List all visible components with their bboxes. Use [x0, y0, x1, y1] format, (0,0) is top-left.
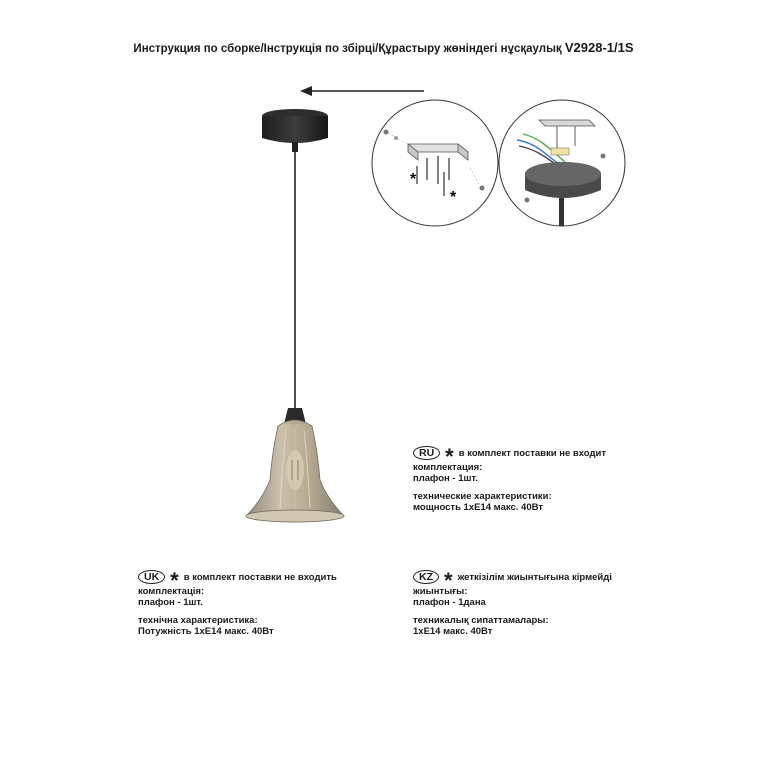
canopy-wiring-diagram — [497, 98, 627, 228]
light-bulb — [286, 450, 304, 490]
uk-language-badge: UK — [138, 570, 165, 584]
not-included-marker: * — [450, 189, 457, 206]
ru-info-block — [413, 446, 606, 513]
uk-spec-label: технічна характеристика: — [138, 615, 258, 626]
kz-not-included-note: жеткізілім жиынтығына кірмейді — [457, 571, 612, 583]
ru-spec-value: мощность 1хЕ14 макс. 40Вт — [413, 502, 543, 513]
mounting-bracket-diagram — [370, 98, 500, 228]
kz-info-block — [413, 570, 612, 637]
left-arrow-icon — [300, 84, 425, 98]
uk-info-block — [138, 570, 337, 637]
ru-kit-value: плафон - 1шт. — [413, 473, 478, 484]
model-number: V2928-1/1S — [564, 40, 634, 55]
instruction-title: Инструкция по сборке/Інструкція по збірці/Құрастыру жөніндегі нұсқаулық — [133, 43, 562, 55]
document-header — [0, 40, 767, 55]
ru-language-badge: RU — [413, 446, 440, 460]
not-included-marker: * — [410, 171, 417, 188]
kz-spec-label: техникалық сипаттамалары: — [413, 615, 549, 626]
ru-not-included-note: в комплект поставки не входит — [458, 447, 606, 459]
uk-kit-label: комплектація: — [138, 586, 205, 597]
uk-kit-value: плафон - 1шт. — [138, 597, 203, 608]
uk-not-included-note: в комплект поставки не входить — [183, 571, 337, 583]
asterisk-icon: * — [444, 568, 453, 593]
uk-spec-value: Потужність 1хЕ14 макс. 40Вт — [138, 626, 274, 637]
kz-language-badge: KZ — [413, 570, 439, 584]
kz-spec-value: 1хЕ14 макс. 40Вт — [413, 626, 493, 637]
kz-kit-label: жиынтығы: — [413, 586, 468, 597]
asterisk-icon: * — [445, 444, 454, 469]
kz-kit-value: плафон - 1дана — [413, 597, 486, 608]
pendant-lamp-illustration — [240, 108, 350, 528]
asterisk-icon: * — [170, 568, 179, 593]
ru-spec-label: технические характеристики: — [413, 491, 552, 502]
ru-kit-label: комплектация: — [413, 462, 483, 473]
